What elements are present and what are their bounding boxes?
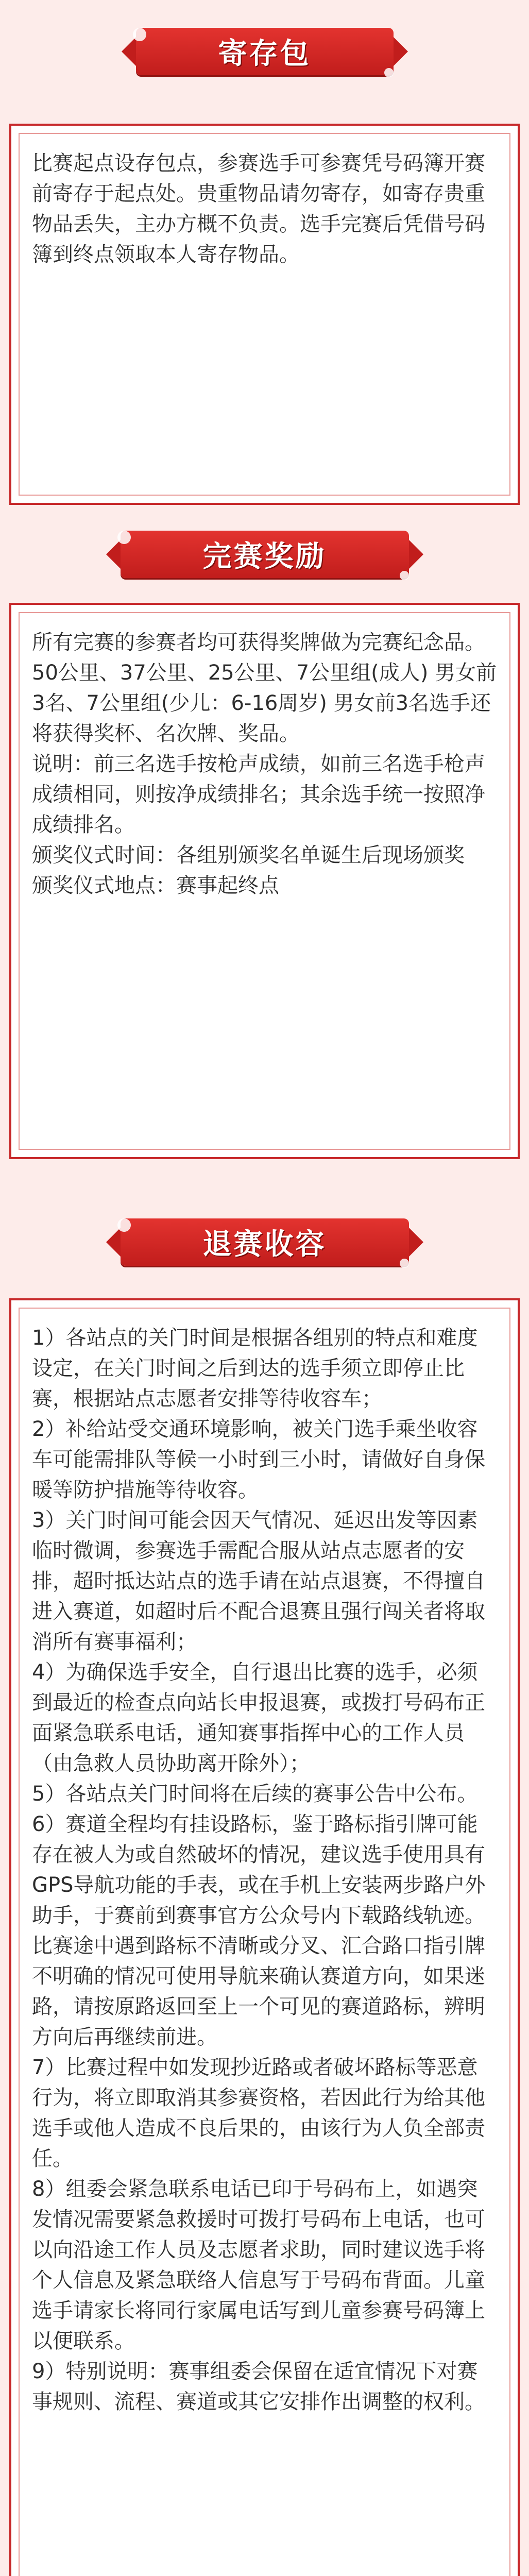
sparkle-icon xyxy=(400,571,409,580)
sparkle-icon xyxy=(384,68,394,77)
paragraph: 颁奖仪式时间：各组别颁奖名单诞生后现场颁奖 xyxy=(32,843,465,867)
paragraph: 说明：前三名选手按枪声成绩，如前三名选手枪声成绩相同，则按净成绩排名；其余选手统一按照净成绩排名。 xyxy=(32,752,485,837)
sparkle-icon xyxy=(117,531,131,544)
paragraph: 颁奖仪式地点：赛事起终点 xyxy=(32,874,279,897)
rewards-card xyxy=(9,603,520,1159)
card-text xyxy=(32,1323,497,2417)
paragraph: 7）比赛过程中如发现抄近路或者破坏路标等恶意行为，将立即取消其参赛资格，若因此行为给其他选手或他人造成不良后果的，由该行为人负全部责任。 xyxy=(32,2056,485,2171)
section-banner-rewards xyxy=(121,526,409,583)
paragraph: 5）各站点关门时间将在后续的赛事公告中公布。 xyxy=(32,1782,478,1806)
card-text xyxy=(32,628,497,901)
paragraph: 6）赛道全程均有挂设路标，鉴于路标指引牌可能存在被人为或自然破坏的情况，建议选手使用具有GPS导航功能的手表，或在手机上安装两步路户外助手，于赛前到赛事官方公众号内下载路线轨迹。比赛途中遇到路标不清晰或分叉、汇合路口指引牌不明确的情况可使用导航来确认赛道方向，如果迷路，请按原路返回至上一个可见的赛道路标，辨明方向后再继续前进。 xyxy=(32,1812,486,2049)
paragraph: 2）补给站受交通环境影响，被关门选手乘坐收容车可能需排队等候一小时到三小时，请做好自身保暖等防护措施等待收容。 xyxy=(32,1417,485,1502)
card-text xyxy=(32,148,497,270)
paragraph: 9）特别说明：赛事组委会保留在适宜情况下对赛事规则、流程、赛道或其它安排作出调整的权利。 xyxy=(32,2360,485,2414)
sparkle-icon xyxy=(400,1259,409,1268)
section-title: 寄存包 xyxy=(218,37,311,71)
sparkle-icon xyxy=(133,28,146,41)
storage-card xyxy=(9,124,520,505)
paragraph: 4）为确保选手安全，自行退出比赛的选手，必须到最近的检查点向站长申报退赛，或拨打号码布正面紧急联系电话，通知赛事指挥中心的工作人员（由急救人员协助离开除外）； xyxy=(32,1660,485,1775)
section-banner-storage xyxy=(136,23,394,80)
section-banner-withdrawal xyxy=(121,1213,409,1271)
sparkle-icon xyxy=(117,1218,131,1232)
paragraph: 8）组委会紧急联系电话已印于号码布上，如遇突发情况需要紧急救援时可拨打号码布上电话，也可以向沿途工作人员及志愿者求助，同时建议选手将个人信息及紧急联络人信息写于号码布背面。儿童选手请家长将同行家属电话写到儿童参赛号码簿上以便联系。 xyxy=(32,2177,485,2353)
withdrawal-card xyxy=(9,1298,520,2576)
paragraph: 1）各站点的关门时间是根据各组别的特点和难度设定，在关门时间之后到达的选手须立即停止比赛，根据站点志愿者安排等待收容车； xyxy=(32,1326,478,1411)
paragraph: 3）关门时间可能会因天气情况、延迟出发等因素临时微调，参赛选手需配合服从站点志愿者的安排，超时抵达站点的选手请在站点退赛，不得擅自进入赛道，如超时后不配合退赛且强行闯关者将取消所有赛事福利； xyxy=(32,1509,485,1654)
section-title: 退赛收容 xyxy=(202,1228,327,1261)
paragraph: 所有完赛的参赛者均可获得奖牌做为完赛纪念品。50公里、37公里、25公里、7公里组(成人) 男女前3名、7公里组(少儿：6-16周岁) 男女前3名选手还将获得奖杯、名次牌、奖品。 xyxy=(32,631,497,745)
section-title: 完赛奖励 xyxy=(202,540,327,573)
paragraph: 比赛起点设存包点，参赛选手可参赛凭号码簿开赛前寄存于起点处。贵重物品请勿寄存，如寄存贵重物品丢失，主办方概不负责。选手完赛后凭借号码簿到终点领取本人寄存物品。 xyxy=(32,151,485,266)
